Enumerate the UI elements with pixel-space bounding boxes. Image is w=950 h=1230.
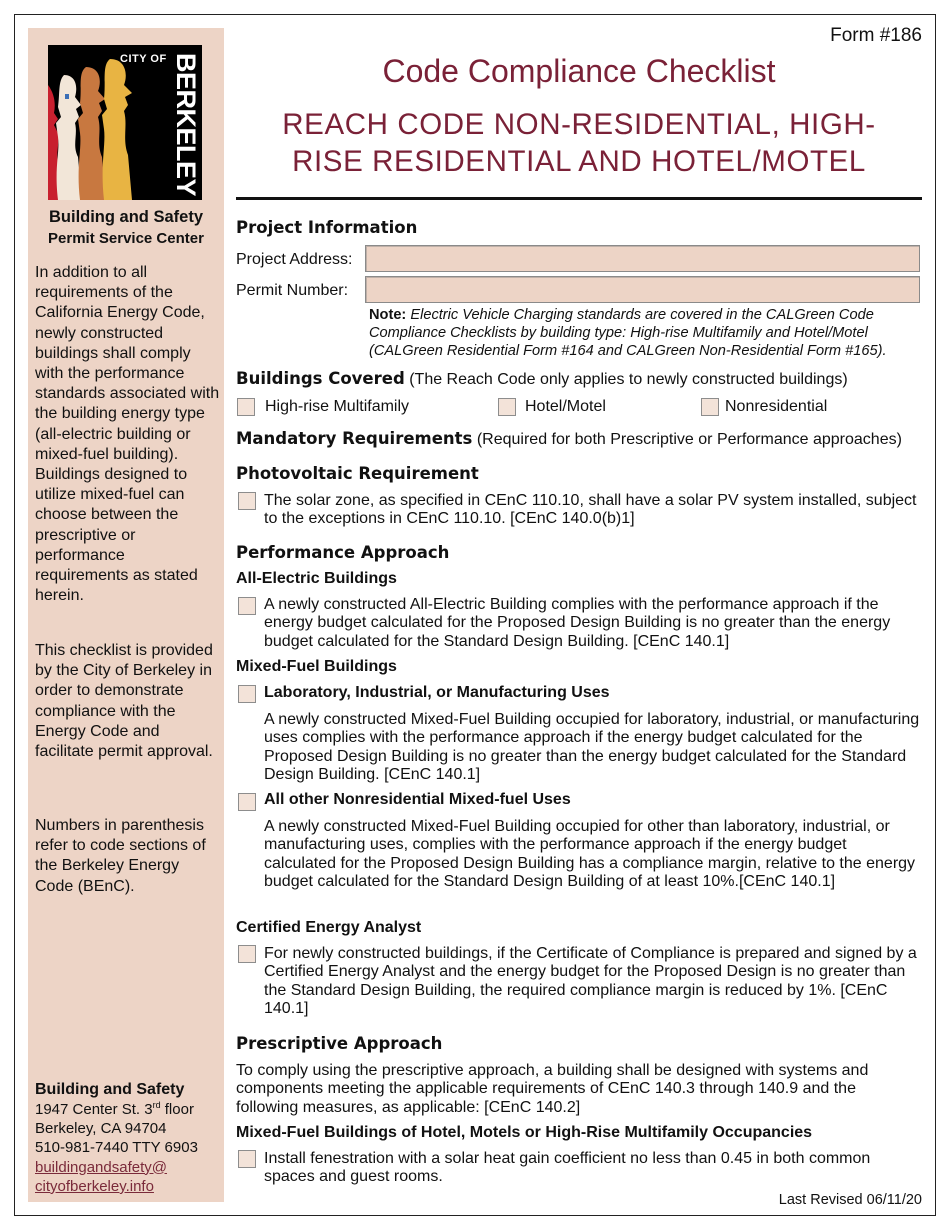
laboratory-label: Laboratory, Industrial, or Manufacturing Uses — [264, 684, 610, 701]
nonresidential-label: Nonresidential — [725, 398, 828, 415]
contact-title: Building and Safety — [35, 1081, 185, 1098]
header-divider — [236, 197, 922, 200]
project-information-heading: Project Information — [236, 218, 418, 237]
fenestration-checkbox[interactable] — [238, 1150, 256, 1168]
certified-energy-analyst-checkbox[interactable] — [238, 945, 256, 963]
other-mixed-fuel-label: All other Nonresidential Mixed-fuel Uses — [264, 791, 571, 808]
org-name: Building and Safety — [48, 208, 203, 226]
laboratory-text: A newly constructed Mixed-Fuel Building occupied for laboratory, industrial, or manufacturing uses complies with the performance approach if the energy budget calculated for the Proposed Design Building is no greater than the energy budget calculated for the Standard Design Building. [CEnC 140.1] — [264, 711, 920, 783]
other-mixed-fuel-text: A newly constructed Mixed-Fuel Building occupied for other than laboratory, industrial, or manufacturing uses, complies with the performance approach if the energy budget calculated for the Proposed Design Building has a compliance margin, relative to the energy budget calculated for the Standard Design Building of at least 10%.[CEnC 140.1] — [264, 818, 916, 890]
nonresidential-checkbox[interactable] — [701, 398, 719, 416]
certified-energy-analyst-text: For newly constructed buildings, if the Certificate of Compliance is prepared and signed by a Certified Energy Analyst and the energy budget for the Proposed Design is no greater than the Standard Design Building, the required compliance margin is reduced by 1%. [CEnC 140.1] — [264, 945, 917, 1017]
sidebar-numbers-note: Numbers in parenthesis refer to code sections of the Berkeley Energy Code (BEnC). — [35, 817, 206, 895]
contact-block — [35, 1080, 221, 1196]
contact-phone: 510-981-7440 TTY 6903 — [35, 1139, 198, 1157]
form-number: Form #186 — [830, 25, 922, 46]
fenestration-text: Install fenestration with a solar heat gain coefficient no less than 0.45 in both common spaces and guest rooms. — [264, 1150, 871, 1186]
laboratory-checkbox[interactable] — [238, 685, 256, 703]
page-title: Code Compliance Checklist — [382, 53, 776, 89]
logo-city-of-text: CITY OF — [120, 53, 167, 65]
project-address-input[interactable] — [365, 245, 920, 272]
sidebar — [28, 28, 224, 1202]
sidebar-purpose: This checklist is provided by the City of Berkeley in order to demonstrate compliance with the Energy Code and facilitate permit approval. — [35, 642, 213, 761]
contact-address: 1947 Center St. 3rd floor — [35, 1100, 194, 1118]
prescriptive-approach-heading: Prescriptive Approach — [236, 1034, 443, 1053]
high-rise-multifamily-label: High-rise Multifamily — [265, 398, 410, 415]
hotel-motel-checkbox[interactable] — [498, 398, 516, 416]
buildings-covered-heading: Buildings Covered — [236, 369, 405, 388]
project-address-label: Project Address: — [236, 251, 353, 268]
contact-city: Berkeley, CA 94704 — [35, 1120, 167, 1138]
hotel-motel-label: Hotel/Motel — [525, 398, 606, 415]
other-mixed-fuel-checkbox[interactable] — [238, 793, 256, 811]
permit-number-label: Permit Number: — [236, 282, 349, 299]
buildings-covered-description: (The Reach Code only applies to newly constructed buildings) — [404, 371, 848, 388]
org-subtitle: Permit Service Center — [48, 230, 204, 247]
performance-approach-heading: Performance Approach — [236, 543, 450, 562]
ev-charging-note: Note: Electric Vehicle Charging standards are covered in the CALGreen Code Compliance Checklists by building type: High-rise Multifamily and Hotel/Motel (CALGreen Residential Form #164 and CALGreen Non-Residential Form #165). — [369, 307, 887, 359]
prescriptive-intro: To comply using the prescriptive approach, a building shall be designed with systems and components meeting the applicable requirements of CEnC 140.3 through 140.9 and the following measures, as applicable: [CEnC 140.2] — [236, 1062, 869, 1116]
last-revised: Last Revised 06/11/20 — [778, 1192, 922, 1208]
mixed-fuel-heading: Mixed-Fuel Buildings — [236, 658, 397, 675]
photovoltaic-text: The solar zone, as specified in CEnC 110.10, shall have a solar PV system installed, subject to the exceptions in CEnC 110.10. [CEnC 140.0(b)1] — [264, 492, 917, 528]
city-of-berkeley-logo — [48, 45, 202, 200]
all-electric-heading: All-Electric Buildings — [236, 570, 397, 587]
page-subtitle: REACH CODE NON-RESIDENTIAL, HIGH- RISE RESIDENTIAL AND HOTEL/MOTEL — [282, 108, 876, 178]
mandatory-requirements-description: (Required for both Prescriptive or Performance approaches) — [472, 431, 902, 448]
mandatory-requirements-row — [236, 429, 902, 450]
logo-berkeley-text: BERKELEY — [171, 53, 201, 197]
mandatory-requirements-heading: Mandatory Requirements — [236, 429, 473, 448]
photovoltaic-checkbox[interactable] — [238, 492, 256, 510]
all-electric-text: A newly constructed All-Electric Building complies with the performance approach if the energy budget calculated for the Proposed Design Building is no greater than the energy budget calculated for the Standard Design Building. [CEnC 140.1] — [264, 596, 891, 650]
buildings-covered-row — [236, 369, 848, 390]
contact-email-link[interactable]: buildingandsafety@ cityofberkeley.info — [35, 1158, 167, 1195]
permit-number-input[interactable] — [365, 276, 920, 303]
high-rise-multifamily-checkbox[interactable] — [237, 398, 255, 416]
photovoltaic-heading: Photovoltaic Requirement — [236, 464, 479, 483]
sidebar-intro: In addition to all requirements of the California Energy Code, newly constructed buildings shall comply with the performance standards associated with the building energy type (all-electric building or mixed-fuel building). Buildings designed to utilize mixed-fuel can choose between the prescriptive or performance requirements as stated herein. — [35, 264, 220, 605]
hotel-motel-multifamily-heading: Mixed-Fuel Buildings of Hotel, Motels or High-Rise Multifamily Occupancies — [236, 1124, 813, 1141]
all-electric-checkbox[interactable] — [238, 597, 256, 615]
certified-energy-analyst-heading: Certified Energy Analyst — [236, 919, 422, 936]
